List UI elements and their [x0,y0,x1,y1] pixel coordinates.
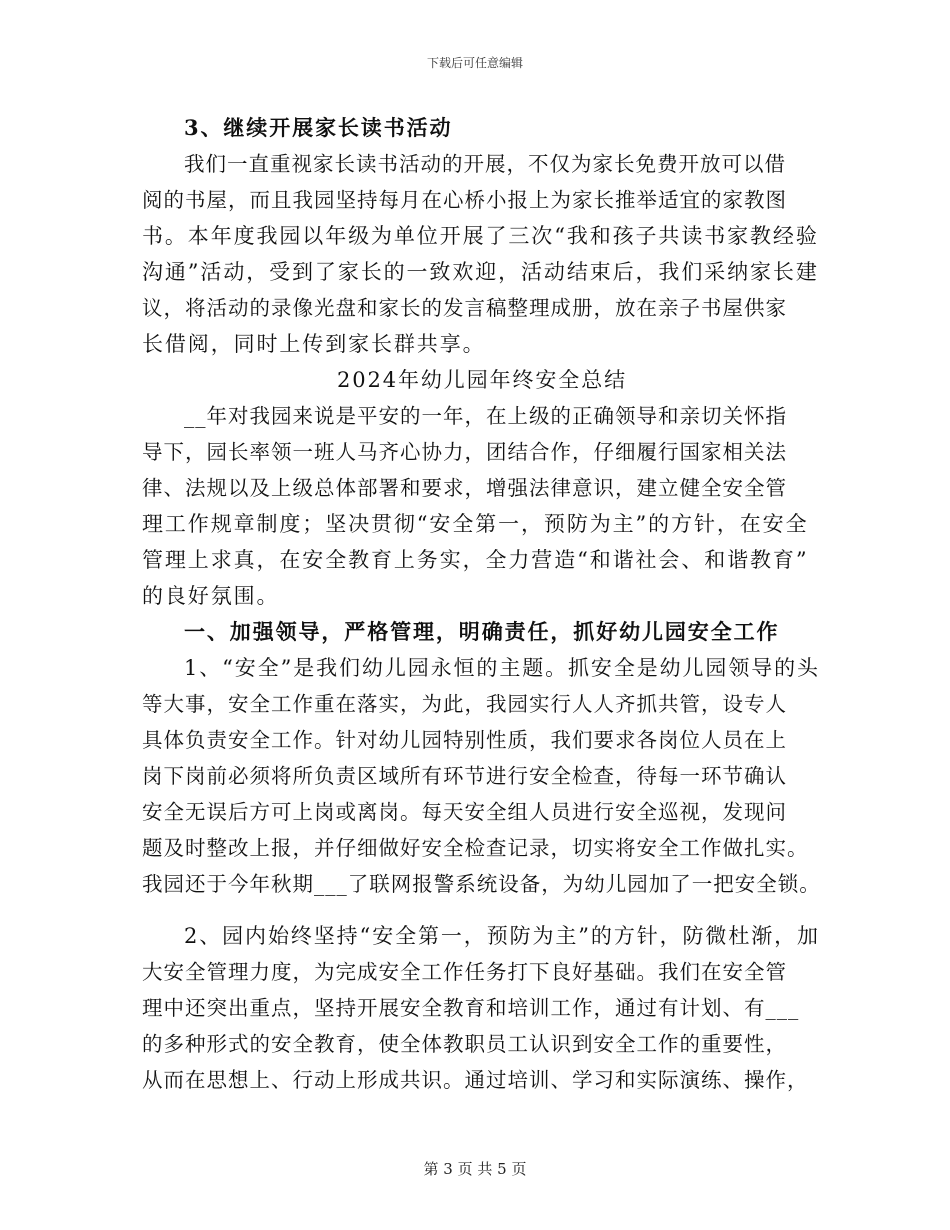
text-line: 等大事，安全工作重在落实，为此，我园实行人人齐抓共管，设专人 [142,692,787,716]
text-line: 理中还突出重点，坚持开展安全教育和培训工作，通过有计划、有___ [142,996,800,1020]
text-line: 书。本年度我园以年级为单位开展了三次“我和孩子共读书家教经验 [142,224,819,248]
text-line: 大安全管理力度，为完成安全工作任务打下良好基础。我们在安全管 [142,960,787,984]
section-heading: 3、继续开展家长读书活动 [184,115,453,140]
section-heading: 一、加强领导，严格管理，明确责任，抓好幼儿园安全工作 [184,619,780,644]
text-line: 的良好氛围。 [142,584,280,608]
document-body [142,110,822,1098]
text-line: 我园还于今年秋期___了联网报警系统设备，为幼儿园加了一把安全锁。 [142,872,821,896]
text-line: 题及时整改上报，并仔细做好安全检查记录，切实将安全工作做扎实。 [142,836,809,860]
document-title: 2024年幼儿园年终安全总结 [336,368,628,392]
text-line: 议，将活动的录像光盘和家长的发言稿整理成册，放在亲子书屋供家 [142,296,787,320]
text-line: 从而在思想上、行动上形成共识。通过培训、学习和实际演练、操作， [142,1068,809,1092]
text-line: 的多种形式的安全教育，使全体教职员工认识到安全工作的重要性， [142,1032,787,1056]
text-line: 2、园内始终坚持“安全第一，预防为主”的方针，防微杜渐，加 [184,924,820,948]
text-line: 我们一直重视家长读书活动的开展，不仅为家长免费开放可以借 [184,152,786,176]
text-line: 岗下岗前必须将所负责区域所有环节进行安全检查，待每一环节确认 [142,764,787,788]
text-line: 沟通”活动，受到了家长的一致欢迎，活动结束后，我们采纳家长建 [142,260,819,284]
page-header-note: 下载后可任意编辑 [426,56,523,70]
text-line: 1、“安全”是我们幼儿园永恒的主题。抓安全是幼儿园领导的头 [184,656,820,680]
text-line: 导下，园长率领一班人马齐心协力，团结合作，仔细履行国家相关法 [142,440,787,464]
text-line: 安全无误后方可上岗或离岗。每天安全组人员进行安全巡视，发现问 [142,800,787,824]
text-line: 管理上求真，在安全教育上务实，全力营造“和谐社会、和谐教育” [142,548,809,572]
paragraph-gap [142,902,822,918]
text-line: 阅的书屋，而且我园坚持每月在心桥小报上为家长推举适宜的家教图 [142,188,787,212]
text-line: 具体负责安全工作。针对幼儿园特别性质，我们要求各岗位人员在上 [142,728,787,752]
text-line: 律、法规以及上级总体部署和要求，增强法律意识，建立健全安全管 [142,476,787,500]
text-line: 理工作规章制度；坚决贯彻“安全第一，预防为主”的方针，在安全 [142,512,809,536]
text-line: __年对我园来说是平安的一年，在上级的正确领导和亲切关怀指 [184,404,787,428]
page-number: 第 3 页 共 5 页 [423,1160,527,1178]
text-line: 长借阅，同时上传到家长群共享。 [142,332,486,356]
